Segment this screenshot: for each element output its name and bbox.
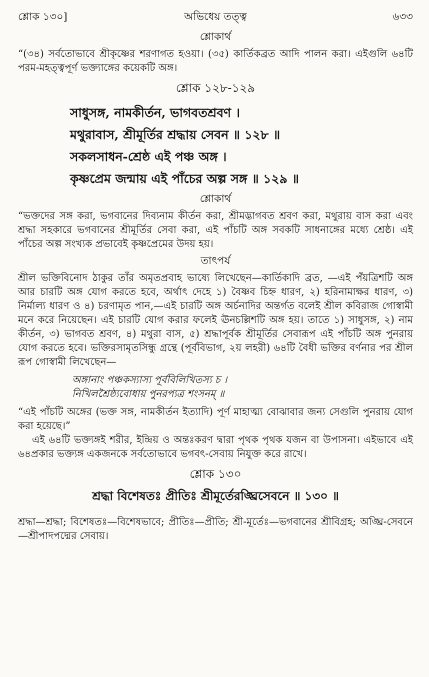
verse-line: কৃষ্ণপ্রেম জন্মায় এই পাঁচের অল্প সঙ্গ ॥ ১২৯ ॥ <box>70 171 299 186</box>
purport-paragraph-2: এই ৬৪টি ভক্ত্যঙ্গই শরীর, ইন্দ্রিয় ও অন্তঃকরণ দ্বারা পৃথক পৃথক যজন বা উপাসনা। এইভাবে এই ৬৪প্রকার ভক্ত্যঙ্গ একজনকে সর্বতোভাবে ভগবৎ-সেবায় নিযুক্ত করে রাখে। <box>18 435 413 460</box>
verse-block <box>18 102 413 190</box>
verse-number-130: শ্লোক ১৩০ <box>189 467 242 481</box>
purport-paragraph: শ্রীল ভক্তিবিনোদ ঠাকুর তাঁর অমৃতপ্রবাহ ভাষ্যে লিখেছেন—কার্তিকাদি ব্রত, —এই পঁয়ত্রিশটি অঙ্গ আর চারটি অঙ্গ যোগ করতে হবে, অর্থাৎ দেহে ১) বৈষ্ণব চিহ্ন ধারণ, ২) হরিনামাক্ষর ধারণ, ৩) নির্মাল্য ধারণ ও ৪) চরণামৃত পান,—এই চারটি অঙ্গ অর্চনাদির অন্তর্গত বলেই শ্রীল কবিরাজ গোস্বামী মনে করে নিয়েছেন। এই চারটি যোগ করার ফলেই ঊনচল্লিশটি অঙ্গ হয়। তাতে ১) সাধুসঙ্গ, ২) নাম কীর্তন, ৩) ভাগবত শ্রবণ, ৪) মথুরা বাস, ৫) শ্রদ্ধাপূর্বক শ্রীমূর্তির সেবারূপ এই পাঁচটি অঙ্গ পুনরায় যোগ করতে হবে। ভক্তিরসামৃতসিন্ধু গ্রন্থে (পূর্ববিভাগ, ২য় লহরী) ৬৪টি বৈধী ভক্তির বর্ণনার পর শ্রীল রূপ গোস্বামী লিখেছেন— <box>18 273 413 368</box>
verse-line: সাধুসঙ্গ, নামকীর্তন, ভাগবতশ্রবণ । <box>70 105 240 120</box>
sanskrit-quote-line: অঙ্গানাং পঞ্চকস্যাস্য পূর্ববিলিখিতস্য চ । <box>72 375 228 386</box>
verse-line: সকলসাধন-শ্রেষ্ঠ এই পঞ্চ অঙ্গ । <box>70 149 227 164</box>
translation-paragraph-2: “ভক্তদের সঙ্গ করা, ভগবানের দিব্যনাম কীর্তন করা, শ্রীমদ্ভাগবত শ্রবণ করা, মথুরায় বাস করা এবং শ্রদ্ধা সহকারে ভগবানের শ্রীমূর্তির সেবা করা, এই পাঁচটি অঙ্গ সবকটি সাধনাঙ্গের মধ্যে শ্রেষ্ঠ। এই পাঁচের অল্প সংখ্যক প্রভাবেই কৃষ্ণপ্রেমের উদয় হয়। <box>18 211 413 250</box>
purport-heading: তাৎপর্য <box>200 255 231 267</box>
verse-line: মথুরাবাস, শ্রীমূর্তির শ্রদ্ধায় সেবন ॥ ১২৮ ॥ <box>70 127 281 142</box>
verse-number-128-129: শ্লোক ১২৮-১২৯ <box>175 81 256 95</box>
translation-heading-1: শ্লোকার্থ <box>199 31 232 43</box>
quote-translation: “এই পাঁচটি অঙ্গের (ভক্ত সঙ্গ, নামকীর্তন ইত্যাদি) পূর্ণ মাহাত্ম্য বোঝাবার জন্য সেগুলি পুনরায় যোগ করা হয়েছে।” <box>18 407 413 432</box>
page-number: ৬৩৩ <box>392 11 413 23</box>
verse-130: শ্রদ্ধা বিশেষতঃ প্রীতিঃ শ্রীমূর্তেরঙ্ঘ্রিসেবনে ॥ ১৩০ ॥ <box>92 489 339 503</box>
header-verse-ref: শ্লোক ১৩০] <box>18 11 68 23</box>
sanskrit-quote-line: নিখিলশ্রৈষ্ঠ্যবোধায় পুনরপ্যত্র শংসনম্ ॥ <box>72 389 225 400</box>
page-header <box>18 8 413 28</box>
header-title: অভিধেয় তত্ত্ব <box>184 11 247 23</box>
word-glossary: শ্রদ্ধা—শ্রদ্ধা; বিশেষতঃ—বিশেষভাবে; প্রীতিঃ—প্রীতি; শ্রী-মূর্তেঃ—ভগবানের শ্রীবিগ্রহ; অঙ্ঘ্রি-সেবনে—শ্রীপাদপদ্মের সেবায়। <box>18 517 413 542</box>
document-page <box>18 8 413 544</box>
translation-heading-2: শ্লোকার্থ <box>199 193 232 205</box>
translation-paragraph-1: “(৩৪) সর্বতোভাবে শ্রীকৃষ্ণের শরণাগত হওয়া। (৩৫) কার্তিকব্রত আদি পালন করা। এইগুলি ৬৪টি পরম-মহত্ত্বপূর্ণ ভক্ত্যাঙ্গের কয়েকটি অঙ্গ। <box>18 49 413 74</box>
